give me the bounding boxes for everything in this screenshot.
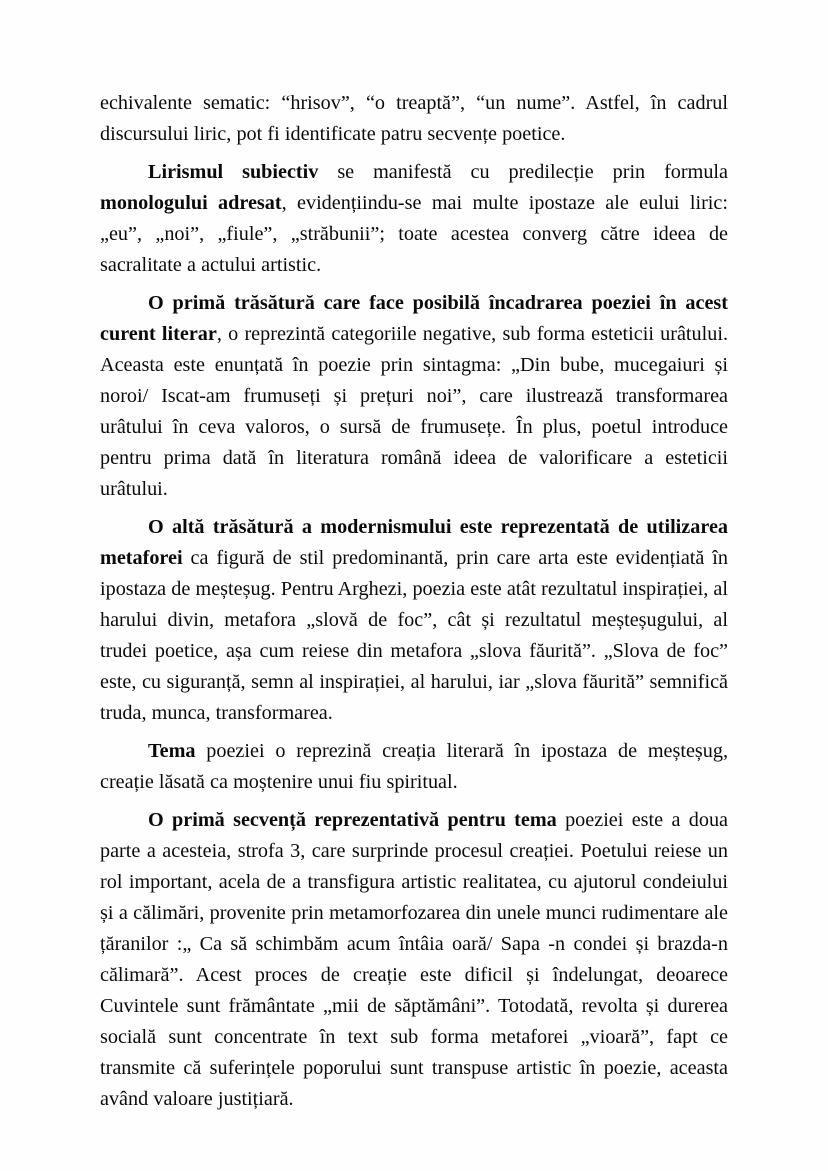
paragraph-1-text: echivalente sematic: “hrisov”, “o treaptă”, “un nume”. Astfel, în cadrul discursului liric, pot fi identificate patru secvențe poetice. — [100, 92, 728, 145]
paragraph-4-bold-lead: O altă trăsătură a modernismului este reprezentată de utilizarea metaforei — [100, 516, 728, 569]
paragraph-3 — [100, 288, 728, 505]
paragraph-3-bold-lead: O primă trăsătură care face posibilă încadrarea poeziei în acest curent literar — [100, 292, 728, 345]
paragraph-6-text: poeziei este a doua parte a acesteia, strofa 3, care surprinde procesul creației. Poetului reiese un rol important, acela de a transfigura artistic realitatea, cu ajutorul condeiului și a călimări, provenite prin metamorfozarea din unele munci rudimentare ale țăranilor :„ Ca să schimbăm acum întâia oară/ Sapa -n condei și brazda-n călimară”. Acest proces de creație este dificil și îndelungat, deoarece Cuvintele sunt frământate „mii de săptămâni”. Totodată, revolta și durerea socială sunt concentrate în text sub forma metaforei „vioară”, fapt ce transmite că suferințele poporului sunt transpuse artistic în poezie, aceasta având valoare justițiară. — [100, 809, 728, 1110]
paragraph-1 — [100, 88, 728, 150]
text-column — [100, 88, 728, 1115]
paragraph-3-text: , o reprezintă categoriile negative, sub forma esteticii urâtului. Aceasta este enunțată în poezie prin sintagma: „Din bube, mucegaiuri și noroi/ Iscat-am frumuseți și prețuri noi”, care ilustrează transformarea urâtului în ceva valoros, o sursă de frumusețe. În plus, poetul introduce pentru prima dată în literatura română ideea de valorificare a esteticii urâtului. — [100, 323, 728, 500]
paragraph-5-bold-lead: Tema — [148, 740, 196, 762]
paragraph-5 — [100, 736, 728, 798]
paragraph-6-bold-lead: O primă secvență reprezentativă pentru tema — [148, 809, 557, 831]
paragraph-2-mid-text: se manifestă cu predilecție prin formula — [318, 161, 728, 183]
paragraph-4 — [100, 512, 728, 729]
paragraph-2 — [100, 157, 728, 281]
paragraph-2-bold-lead: Lirismul subiectiv — [148, 161, 319, 183]
paragraph-6 — [100, 805, 728, 1115]
paragraph-5-text: poeziei o reprezină creația literară în ipostaza de meșteșug, creație lăsată ca moștenire unui fiu spiritual. — [100, 740, 728, 793]
paragraph-2-tail-text: , evidențiindu-se mai multe ipostaze ale eului liric: „eu”, „noi”, „fiule”, „străbunii”; toate acestea converg către ideea de sacralitate a actului artistic. — [100, 192, 728, 276]
paragraph-2-bold-lead-2: monologului adresat — [100, 192, 282, 214]
paragraph-4-text: ca figură de stil predominantă, prin care arta este evidențiată în ipostaza de meșteșug. Pentru Arghezi, poezia este atât rezultatul inspirației, al harului divin, metafora „slovă de foc”, cât și rezultatul meșteșugului, al trudei poetice, așa cum reiese din metafora „slova făurită”. „Slova de foc” este, cu siguranță, semn al inspirației, al harului, iar „slova făurită” semnifică truda, munca, transformarea. — [100, 547, 728, 724]
